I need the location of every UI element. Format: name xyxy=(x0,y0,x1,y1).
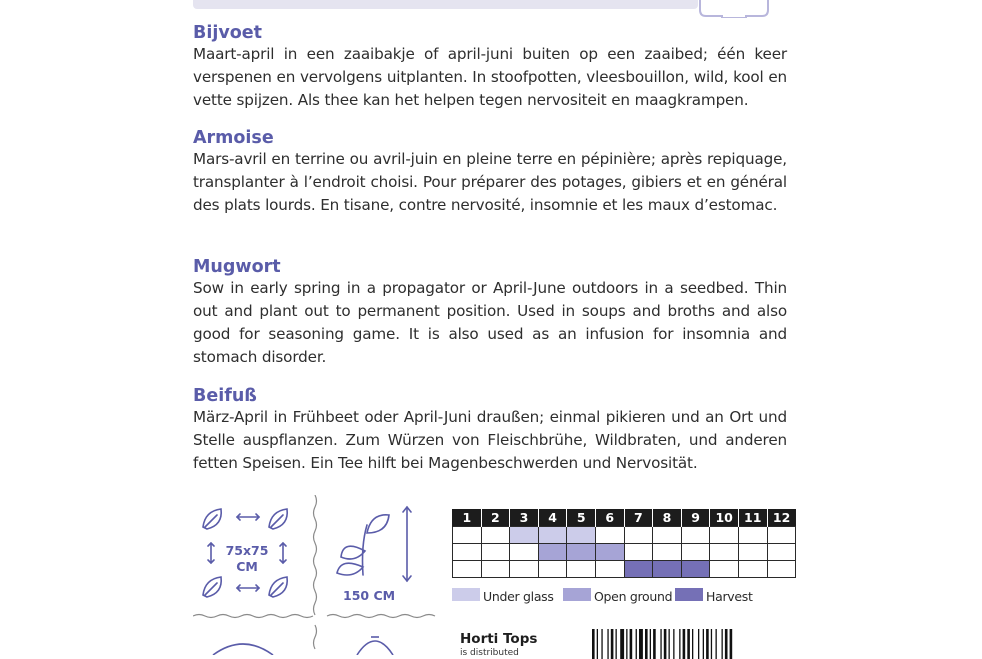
distributor-text: is distributed xyxy=(460,648,519,658)
spacing-label xyxy=(225,543,269,575)
calendar-cell xyxy=(595,544,624,561)
calendar-cell xyxy=(510,527,539,544)
species-name xyxy=(223,0,378,1)
month-header: 12 xyxy=(767,509,796,527)
legend-label: Under glass xyxy=(483,589,554,604)
section-french xyxy=(193,128,787,217)
calendar-cell xyxy=(767,544,796,561)
calendar-cell xyxy=(538,527,567,544)
pictogram-panel xyxy=(193,495,443,655)
calendar-cell xyxy=(567,544,596,561)
species-name-banner xyxy=(193,0,698,9)
calendar-cell xyxy=(653,527,682,544)
calendar-row-harvest xyxy=(453,561,796,578)
month-header: 8 xyxy=(653,509,682,527)
calendar-cell xyxy=(567,561,596,578)
section-title: Armoise xyxy=(193,128,274,148)
vertical-arrow-icon xyxy=(280,543,286,563)
sowing-calendar xyxy=(452,509,796,578)
calendar-cell xyxy=(681,544,710,561)
leaf-icon xyxy=(203,577,221,597)
calendar-cell xyxy=(710,561,739,578)
watering-icon xyxy=(357,641,393,655)
calendar-cell xyxy=(510,561,539,578)
height-label: 150 CM xyxy=(343,588,396,603)
spacing-unit: CM xyxy=(236,559,258,574)
calendar-cell xyxy=(453,561,482,578)
calendar-row-under-glass xyxy=(453,527,796,544)
month-header: 5 xyxy=(567,509,596,527)
horizontal-arrow-icon xyxy=(237,585,259,591)
calendar-cell xyxy=(681,527,710,544)
calendar-cell xyxy=(767,561,796,578)
calendar-cell xyxy=(510,544,539,561)
calendar-cell xyxy=(481,527,510,544)
calendar-cell xyxy=(481,544,510,561)
month-header: 3 xyxy=(510,509,539,527)
calendar-cell xyxy=(738,527,767,544)
month-header: 11 xyxy=(738,509,767,527)
section-title: Bijvoet xyxy=(193,23,263,43)
calendar-cell xyxy=(710,544,739,561)
month-header: 1 xyxy=(453,509,482,527)
section-text: Mars-avril en terrine ou avril-juin en pleine terre en pépinière; après repiquage, transplanter à l’endroit choisi. Pour préparer des potages, gibiers et en général des plats lourds. En tisane, contre nervosité, insomnie et les maux d’estomac. xyxy=(193,150,787,214)
calendar-cell xyxy=(453,544,482,561)
section-text: März-April in Frühbeet oder April-Juni draußen; einmal pikieren und an Ort und Stelle auspflanzen. Zum Würzen von Fleischbrühe, Wildbraten, und anderen fetten Speisen. Ein Tee hilft bei Magenbeschwerden und Nervosität. xyxy=(193,408,787,472)
calendar-cell xyxy=(681,561,710,578)
month-header: 7 xyxy=(624,509,653,527)
section-text: Sow in early spring in a propagator or April-June outdoors in a seedbed. Thin out and plant out to permanent position. Used in soups and broths and also good for seasoning game. It is also used as an infusion for insomnia and stomach disorder. xyxy=(193,279,787,366)
section-english xyxy=(193,257,787,369)
month-header: 4 xyxy=(538,509,567,527)
calendar-cell xyxy=(595,527,624,544)
calendar-cell xyxy=(653,561,682,578)
month-header: 2 xyxy=(481,509,510,527)
calendar-cell xyxy=(595,561,624,578)
section-title: Mugwort xyxy=(193,257,281,277)
pictogram-graphics xyxy=(193,495,443,655)
calendar-legend xyxy=(452,588,792,606)
vertical-arrow-icon xyxy=(208,543,214,563)
section-dutch xyxy=(193,23,787,112)
calendar-cell xyxy=(710,527,739,544)
month-header: 6 xyxy=(595,509,624,527)
calendar-row-open-ground xyxy=(453,544,796,561)
month-header: 9 xyxy=(681,509,710,527)
leaf-icon xyxy=(203,509,221,529)
legend-swatch xyxy=(563,588,591,601)
section-text: Maart-april in een zaaibakje of april-juni buiten op een zaaibed; één keer verspenen en vervolgens uitplanten. In stoofpotten, vleesbouillon, wild, kool en vette spijzen. Als thee kan het helpen tegen nervositeit en maagkrampen. xyxy=(193,45,787,109)
legend-label: Open ground xyxy=(594,589,673,604)
month-header: 10 xyxy=(710,509,739,527)
calendar-cell xyxy=(481,561,510,578)
legend-label: Harvest xyxy=(706,589,753,604)
section-title: Beifuß xyxy=(193,386,257,406)
cross-logo-icon xyxy=(698,0,770,18)
calendar-cell xyxy=(738,561,767,578)
calendar-cell xyxy=(624,527,653,544)
leaf-icon xyxy=(269,509,287,529)
sun-icon xyxy=(213,644,273,655)
calendar-cell xyxy=(538,561,567,578)
horizontal-arrow-icon xyxy=(237,514,259,520)
calendar-cell xyxy=(767,527,796,544)
leaf-icon xyxy=(269,577,287,597)
calendar-cell xyxy=(538,544,567,561)
calendar-cell xyxy=(738,544,767,561)
plant-height-icon xyxy=(337,507,411,581)
calendar-cell xyxy=(453,527,482,544)
legend-swatch xyxy=(675,588,703,601)
calendar-cell xyxy=(624,544,653,561)
section-german xyxy=(193,386,787,475)
calendar-cell xyxy=(653,544,682,561)
calendar-cell xyxy=(624,561,653,578)
spacing-value: 75x75 xyxy=(225,543,269,558)
legend-swatch xyxy=(452,588,480,601)
brand-name: Horti Tops xyxy=(460,631,538,647)
calendar-cell xyxy=(567,527,596,544)
